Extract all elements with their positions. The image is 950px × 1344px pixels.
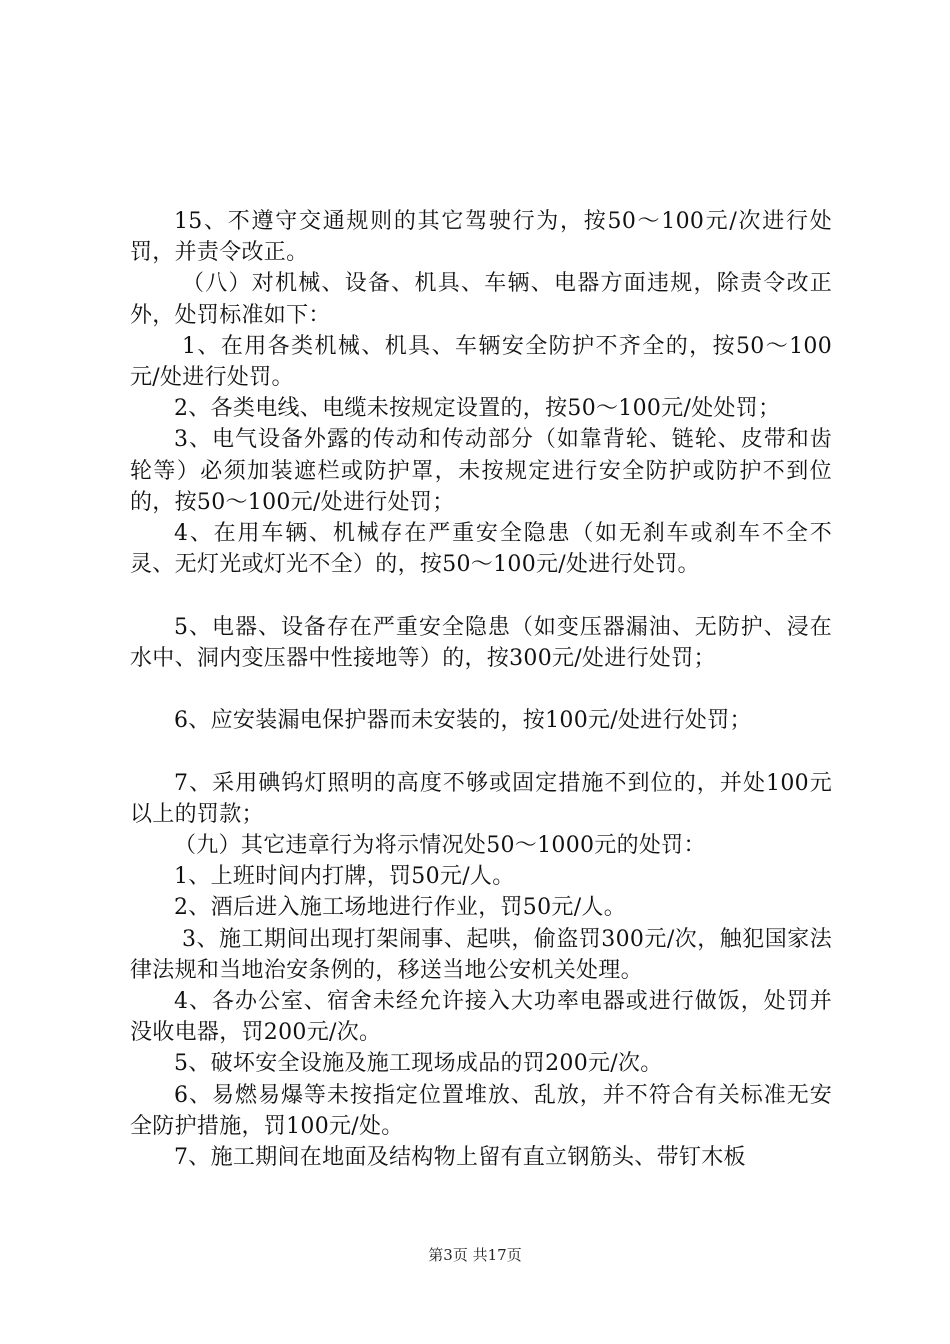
paragraph-9-item-1: 1、上班时间内打牌，罚50元/人。 bbox=[174, 864, 515, 890]
paragraph-section-8-heading: （八）对机械、设备、机具、车辆、电器方面违规，除责令改正外，处罚标准如下： bbox=[130, 271, 832, 328]
paragraph-8-item-5: 5、电器、设备存在严重安全隐患（如变压器漏油、无防护、浸在水中、洞内变压器中性接地等）的，按300元/处进行处罚； bbox=[130, 614, 832, 671]
paragraph-8-item-2: 2、各类电线、电缆未按规定设置的，按50～100元/处处罚； bbox=[174, 396, 781, 422]
paragraph-8-item-4: 4、在用车辆、机械存在严重安全隐患（如无刹车或刹车不全不灵、无灯光或灯光不全）的，按50～100元/处进行处罚。 bbox=[130, 521, 832, 578]
paragraph-9-item-7: 7、施工期间在地面及结构物上留有直立钢筋头、带钉木板 bbox=[174, 1145, 746, 1171]
paragraph-traffic-15: 15、不遵守交通规则的其它驾驶行为，按50～100元/次进行处罚，并责令改正。 bbox=[130, 209, 832, 266]
paragraph-8-item-7: 7、采用碘钨灯照明的高度不够或固定措施不到位的，并处100元以上的罚款； bbox=[130, 770, 832, 827]
paragraph-8-item-1: 1、在用各类机械、机具、车辆安全防护不齐全的，按50～100元/处进行处罚。 bbox=[130, 333, 832, 391]
paragraph-9-item-2: 2、酒后进入施工场地进行作业，罚50元/人。 bbox=[174, 895, 627, 921]
paragraph-section-9-heading: （九）其它违章行为将示情况处50～1000元的处罚： bbox=[174, 833, 706, 859]
paragraph-9-item-4: 4、各办公室、宿舍未经允许接入大功率电器或进行做饭，处罚并没收电器，罚200元/次。 bbox=[130, 989, 832, 1046]
paragraph-9-item-3: 3、施工期间出现打架闹事、起哄，偷盗罚300元/次，触犯国家法律法规和当地治安条例的，移送当地公安机关处理。 bbox=[130, 926, 832, 983]
paragraph-8-item-6: 6、应安装漏电保护器而未安装的，按100元/处进行处罚； bbox=[174, 708, 752, 734]
page-number-footer: 第3页 共17页 bbox=[428, 1246, 522, 1264]
document-body bbox=[130, 206, 832, 1173]
paragraph-9-item-5: 5、破坏安全设施及施工现场成品的罚200元/次。 bbox=[174, 1051, 663, 1077]
paragraph-8-item-3: 3、电气设备外露的传动和传动部分（如靠背轮、链轮、皮带和齿轮等）必须加装遮栏或防护罩，未按规定进行安全防护或防护不到位的，按50～100元/处进行处罚； bbox=[130, 427, 832, 515]
paragraph-9-item-6: 6、易燃易爆等未按指定位置堆放、乱放，并不符合有关标准无安全防护措施，罚100元/处。 bbox=[130, 1082, 832, 1139]
